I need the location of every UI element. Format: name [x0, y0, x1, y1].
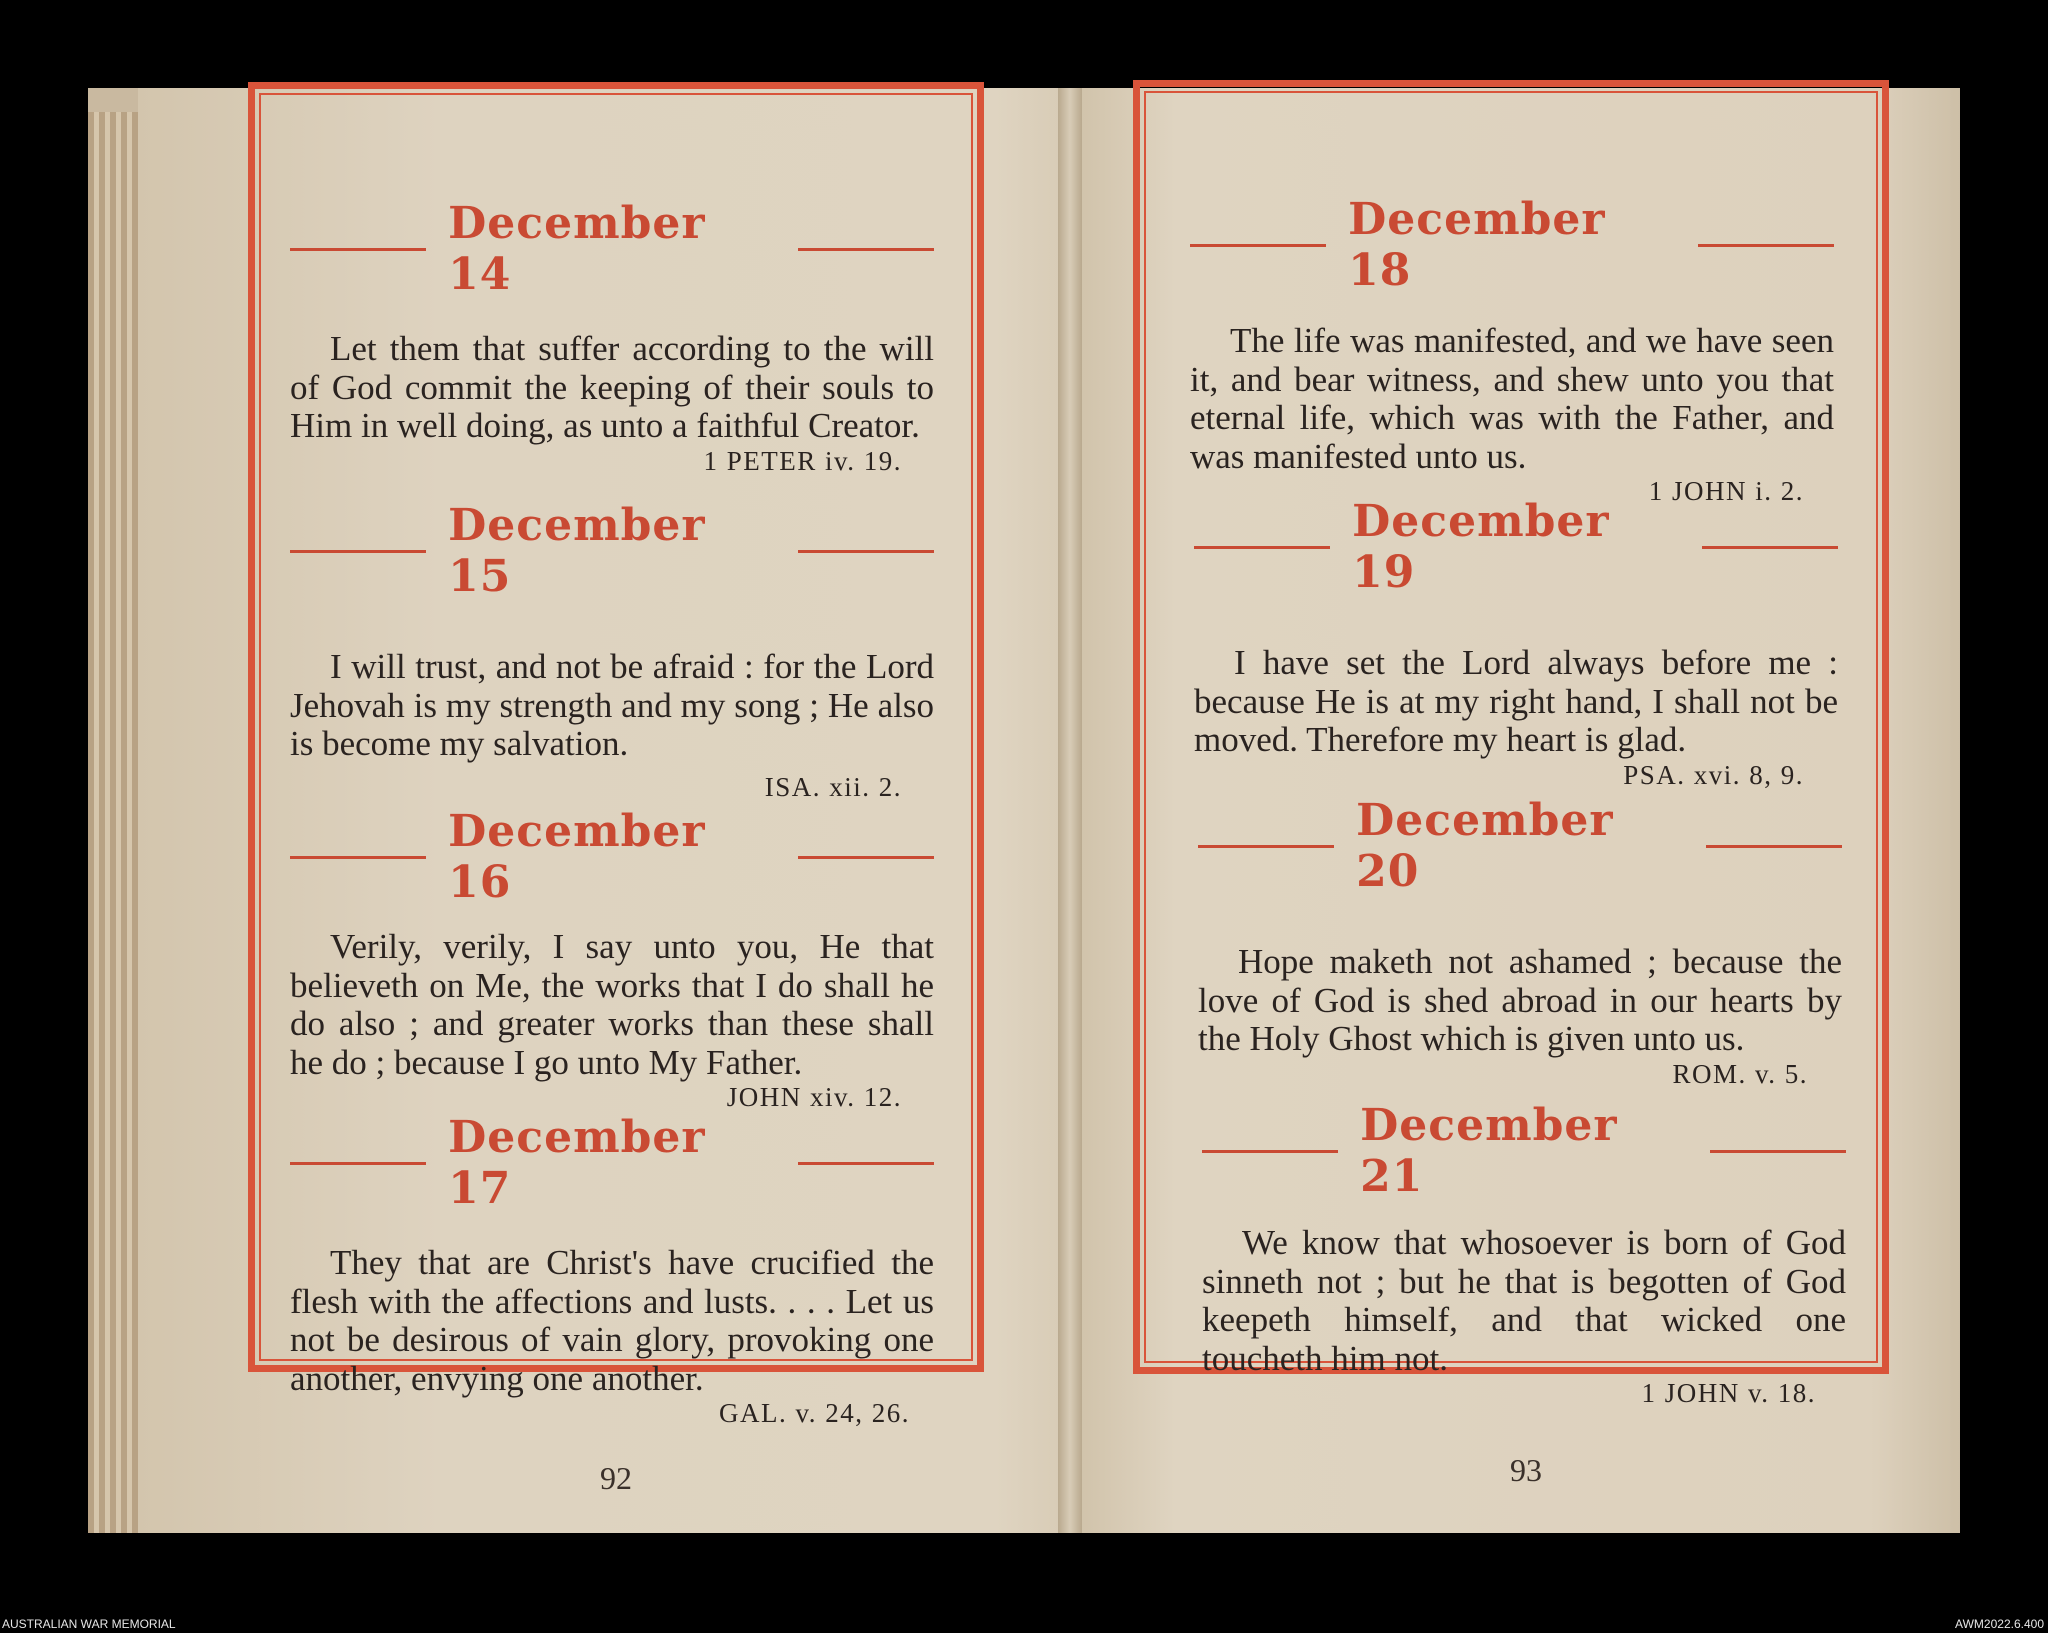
- entry-title: December 16: [448, 806, 706, 908]
- entry-reference: 1 PETER iv. 19.: [703, 445, 902, 476]
- entry-december-18: [1190, 194, 1834, 507]
- entry-reference: ROM. v. 5.: [1672, 1058, 1808, 1089]
- heading-rule-left: [290, 1162, 426, 1165]
- entry-heading: [290, 1112, 934, 1214]
- entry-title: December 21: [1360, 1100, 1618, 1202]
- page-number-left: 92: [600, 1460, 632, 1496]
- heading-rule-right: [798, 248, 934, 251]
- caption-institution: AUSTRALIAN WAR MEMORIAL: [2, 1617, 176, 1631]
- entry-reference: 1 JOHN v. 18.: [1641, 1378, 1816, 1408]
- entry-verse: We know that whosoever is born of God sinneth not ; but he that is begotten of God keepeth himself, and that wicked one toucheth him not.: [1202, 1223, 1846, 1378]
- entry-title: December 18: [1348, 194, 1606, 296]
- heading-rule-right: [1710, 1150, 1846, 1153]
- entry-verse: Let them that suffer according to the will of God commit the keeping of their souls to Him in well doing, as unto a faithful Creator.: [290, 329, 934, 445]
- heading-rule-left: [1198, 845, 1334, 848]
- entry-title: December 19: [1352, 496, 1610, 598]
- entry-title: December 17: [448, 1112, 706, 1214]
- entry-title: December 20: [1356, 795, 1614, 897]
- entry-december-15: [290, 500, 934, 803]
- entry-heading: [1194, 496, 1838, 598]
- entry-heading: [290, 806, 934, 908]
- heading-rule-left: [1190, 244, 1326, 247]
- entry-verse: I have set the Lord always before me : because He is at my right hand, I shall not be moved. Therefore my heart is glad.: [1194, 643, 1838, 759]
- entry-heading: [1190, 194, 1834, 296]
- entry-reference: JOHN xiv. 12.: [726, 1082, 902, 1112]
- entry-december-16: [290, 806, 934, 1113]
- entry-reference: GAL. v. 24, 26.: [719, 1398, 910, 1428]
- entry-verse: I will trust, and not be afraid : for the Lord Jehovah is my strength and my song ; He also is become my salvation.: [290, 647, 934, 763]
- entry-verse: Verily, verily, I say unto you, He that believeth on Me, the works that I do shall he do also ; and greater works than these shall he do ; because I go unto My Father.: [290, 927, 934, 1082]
- heading-rule-right: [1702, 546, 1838, 549]
- heading-rule-left: [1194, 546, 1330, 549]
- entry-verse: The life was manifested, and we have seen it, and bear witness, and shew unto you that eternal life, which was with the Father, and was manifested unto us.: [1190, 321, 1834, 476]
- heading-rule-left: [290, 856, 426, 859]
- heading-rule-right: [798, 1162, 934, 1165]
- entry-december-19: [1194, 496, 1838, 791]
- entry-heading: [290, 198, 934, 300]
- heading-rule-left: [1202, 1150, 1338, 1153]
- entry-december-20: [1198, 795, 1842, 1090]
- entry-heading: [1202, 1100, 1846, 1202]
- entry-december-14: [290, 198, 934, 477]
- heading-rule-right: [798, 856, 934, 859]
- heading-rule-right: [1698, 244, 1834, 247]
- entry-december-17: [290, 1112, 934, 1429]
- heading-rule-left: [290, 248, 426, 251]
- entry-verse: They that are Christ's have crucified the flesh with the affections and lusts. . . . Let us not be desirous of vain glory, provoking one another, envying one another.: [290, 1243, 934, 1398]
- caption-accession-number: AWM2022.6.400: [1955, 1617, 2044, 1631]
- book-gutter: [1058, 88, 1082, 1533]
- page-number-right: 93: [1510, 1452, 1542, 1488]
- entry-title: December 14: [448, 198, 706, 300]
- heading-rule-right: [1706, 845, 1842, 848]
- entry-reference: PSA. xvi. 8, 9.: [1623, 759, 1804, 790]
- entry-december-21: [1202, 1100, 1846, 1409]
- entry-title: December 15: [448, 500, 706, 602]
- entry-heading: [1198, 795, 1842, 897]
- entry-reference: 1 JOHN i. 2.: [1648, 476, 1804, 506]
- heading-rule-right: [798, 550, 934, 553]
- heading-rule-left: [290, 550, 426, 553]
- entry-verse: Hope maketh not ashamed ; because the love of God is shed abroad in our hearts by the Holy Ghost which is given unto us.: [1198, 942, 1842, 1058]
- entry-heading: [290, 500, 934, 602]
- entry-reference: ISA. xii. 2.: [764, 771, 902, 802]
